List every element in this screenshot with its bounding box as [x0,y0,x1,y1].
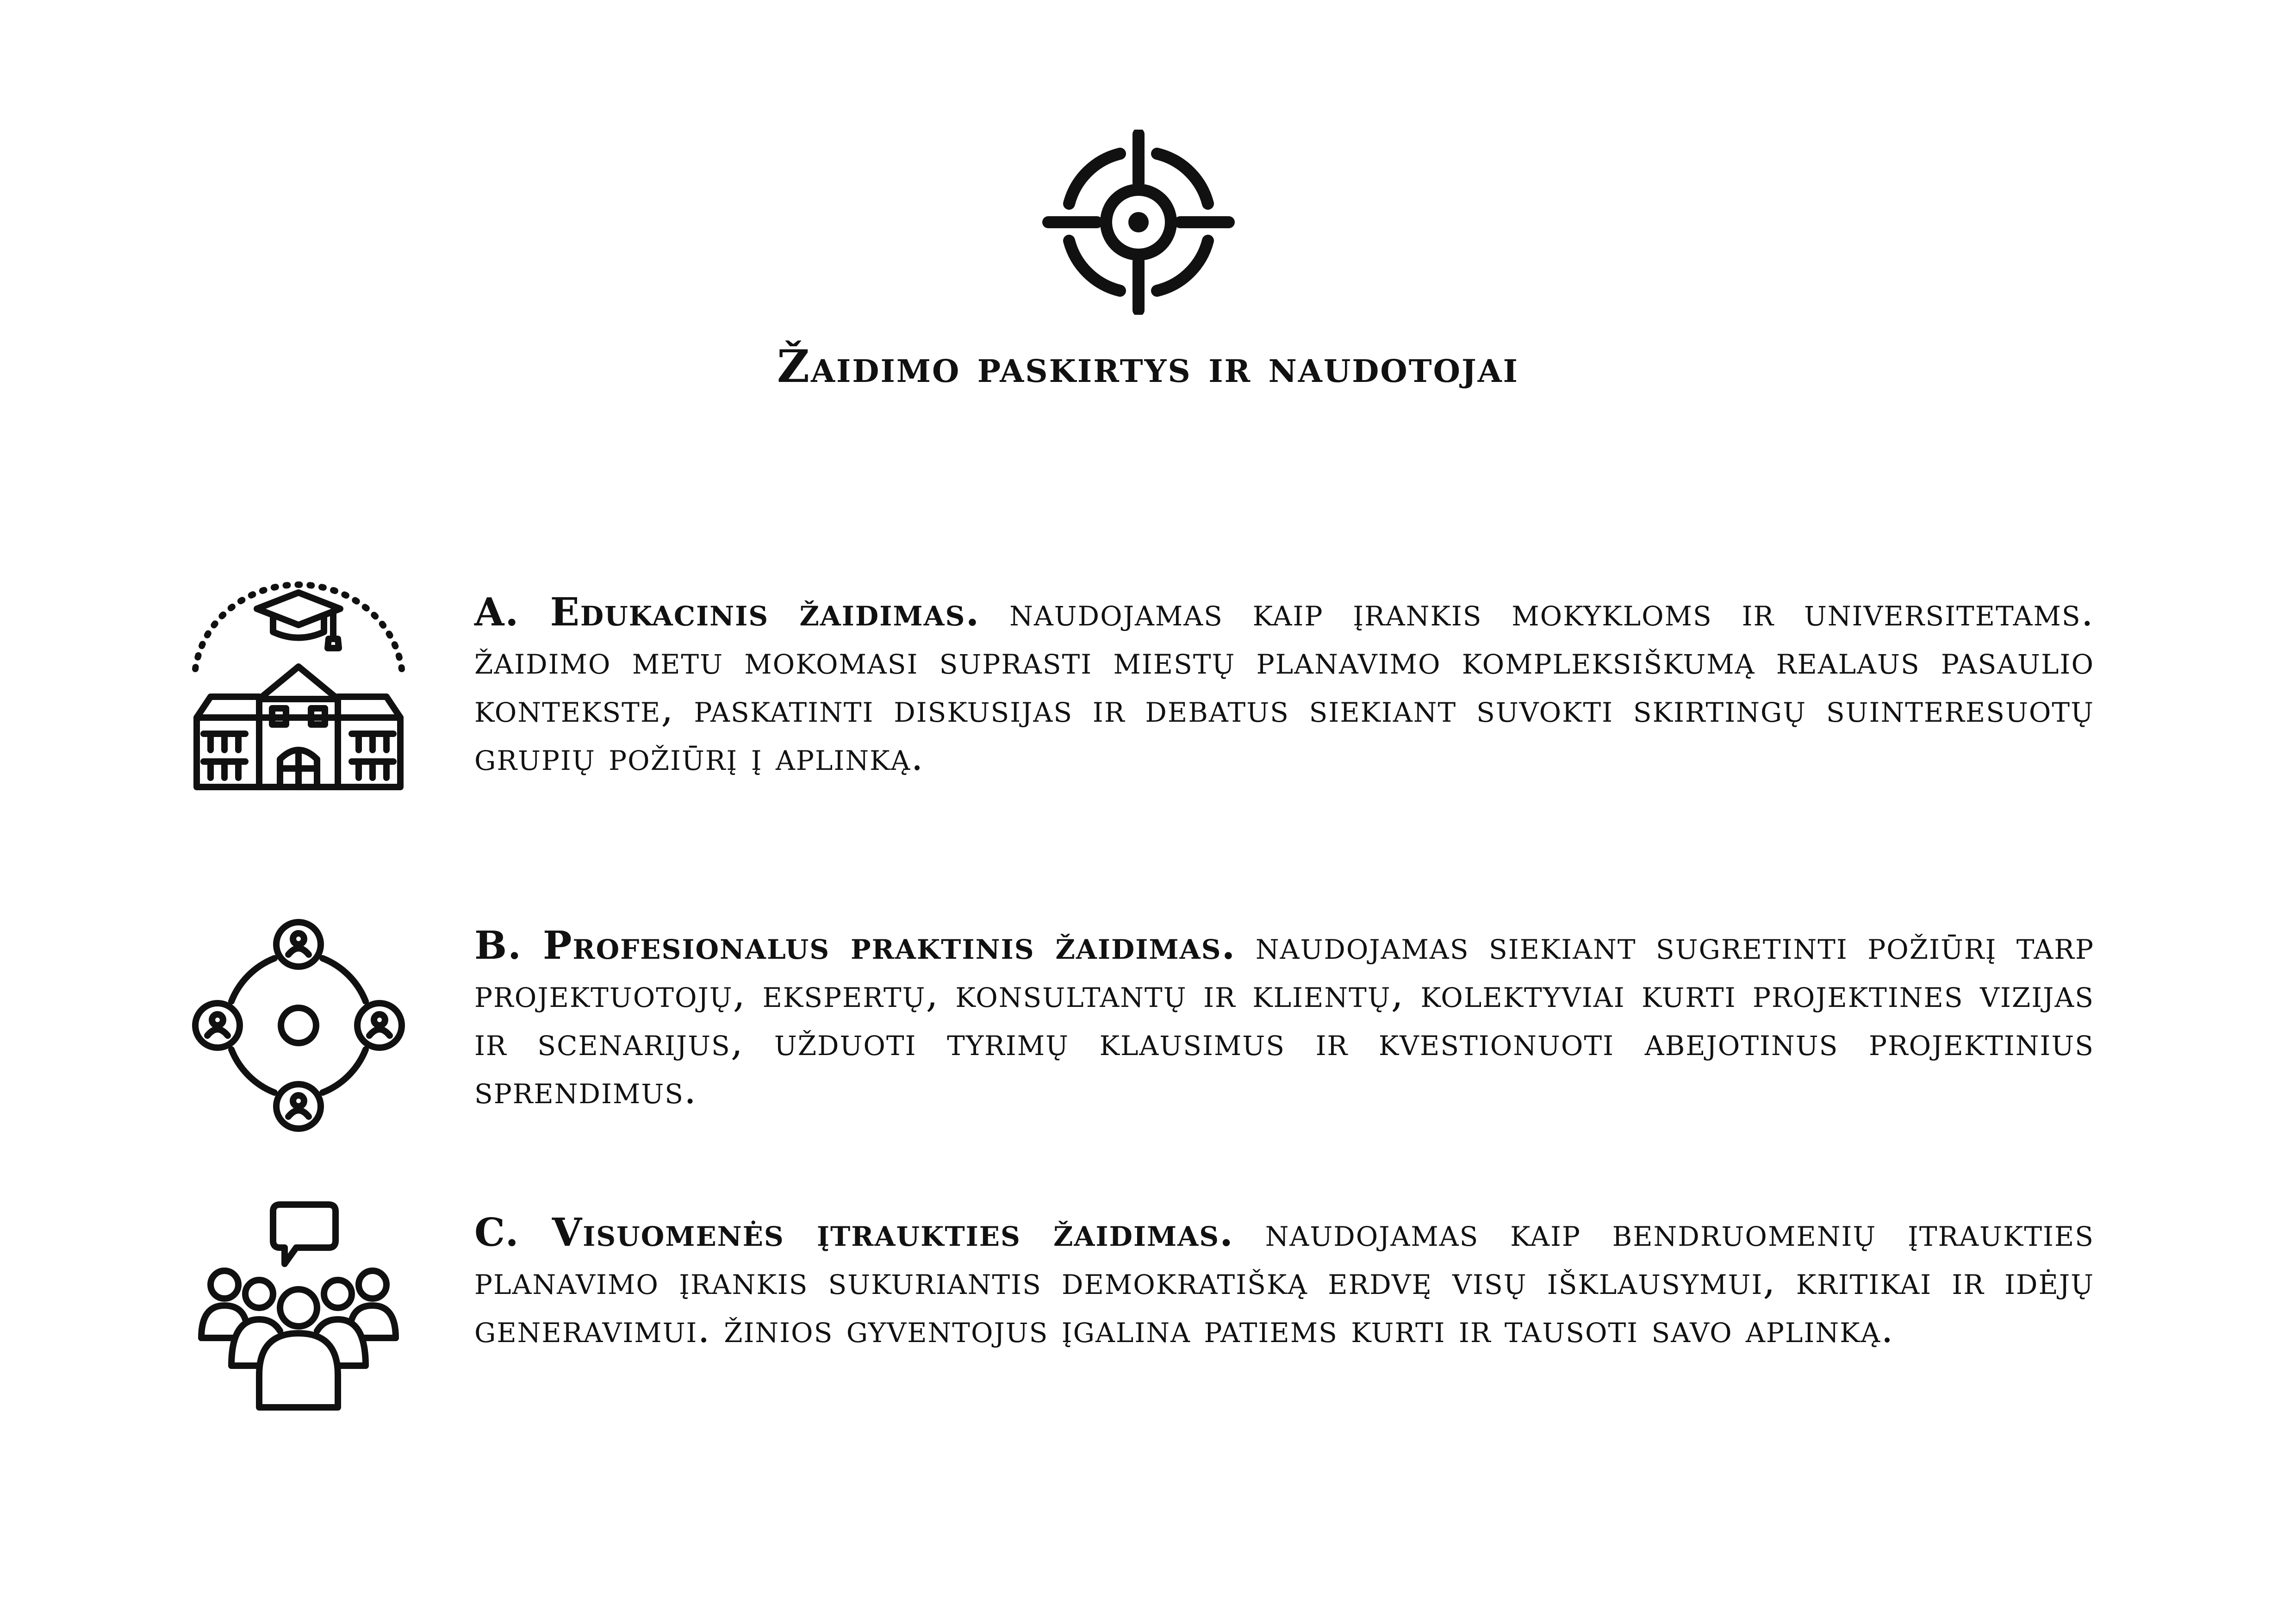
target-icon [1041,130,1236,315]
section-a-body: naudojamas kaip įrankis mokykloms ir universitetams. žaidimo metu mokomasi suprasti miestų planavimo kompleksiškumą realaus pasaulio kontekste, paskatinti diskusijas ir debatus siekiant suvokti skirtingų suinteresuotų grupių požiūrį į aplinką. [474,590,2094,779]
school-building-icon [190,574,407,792]
network-people-icon [190,917,407,1134]
section-b-body: naudojamas siekiant sugretinti požiūrį tarp projektuotojų, ekspertų, konsultantų ir klientų, kolektyviai kurti projektines vizijas ir scenarijus, užduoti tyrimų klausimus ir kvestionuoti abejotinus projektinius sprendimus. [474,923,2094,1112]
page-title: Žaidimo paskirtys ir naudotojai [777,340,1519,393]
section-a-text [474,588,2094,781]
section-b-text [474,921,2094,1114]
section-c-text [474,1208,2094,1353]
community-group-icon [190,1199,407,1417]
section-c-body: naudojamas kaip bendruomenių įtraukties planavimo įrankis sukuriantis demokratišką erdvę visų išklausymui, kritikai ir idėjų generavimui. žinios gyventojus įgalina patiems kurti ir tausoti savo aplinką. [474,1210,2094,1351]
section-a-heading: A. Edukacinis žaidimas. [474,589,980,635]
section-b-heading: B. Profesionalus praktinis žaidimas. [474,923,1236,968]
section-c-heading: C. Visuomenės įtraukties žaidimas. [474,1210,1234,1255]
